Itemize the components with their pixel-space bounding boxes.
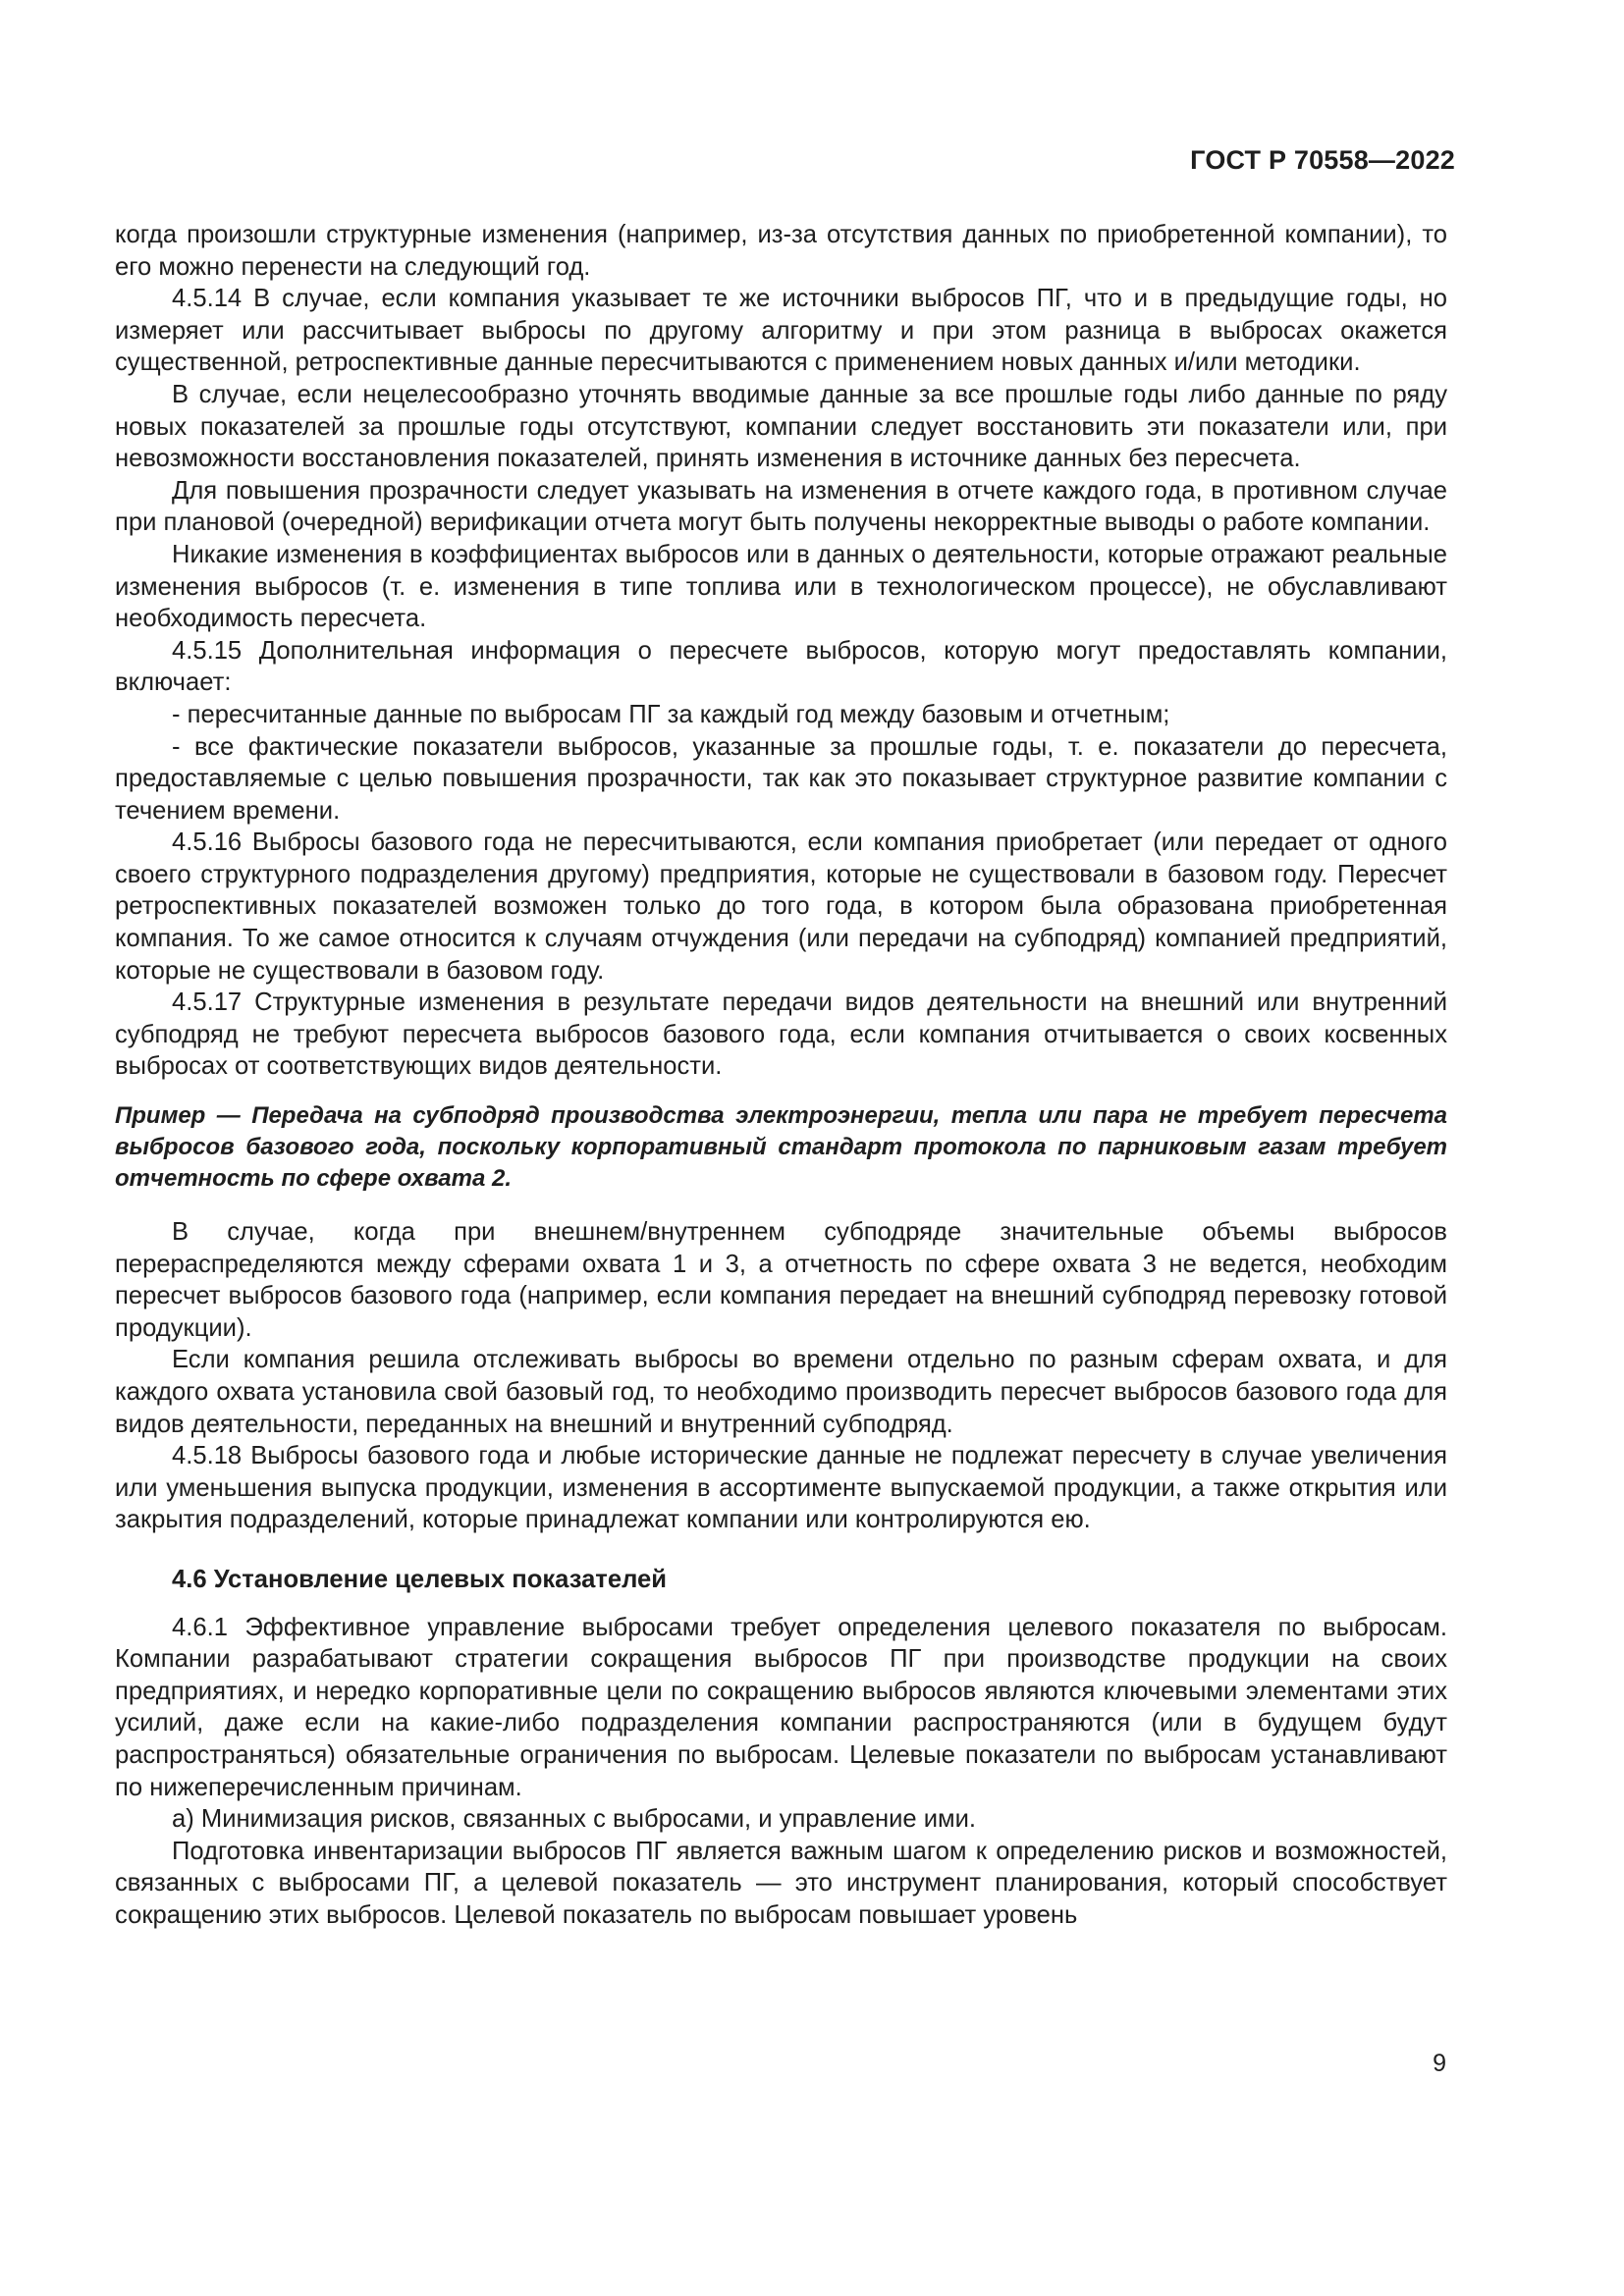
paragraph: 4.5.17 Структурные изменения в результате передачи видов деятельности на внешний или внутренний субподряд не требуют пересчета выбросов базового года, если компания отчитывается о своих косвенных выбросах от соответствующих видов деятельности. — [115, 988, 1447, 1081]
section-heading: 4.6 Установление целевых показателей — [172, 1565, 667, 1593]
paragraph: 4.5.18 Выбросы базового года и любые исторические данные не подлежат пересчету в случае увеличения или уменьшения выпуска продукции, изменения в ассортименте выпускаемой продукции, а также открытия или закрытия подразделений, которые принадлежат компании или контролируются ею. — [115, 1442, 1447, 1534]
paragraph: Подготовка инвентаризации выбросов ПГ является важным шагом к определению рисков и возможностей, связанных с выбросами ПГ, а целевой показатель — это инструмент планирования, который способствует сокращению этих выбросов. Целевой показатель по выбросам повышает уровень — [115, 1837, 1447, 1929]
document-header: ГОСТ Р 70558—2022 — [1190, 145, 1455, 175]
paragraph: В случае, когда при внешнем/внутреннем субподряде значительные объемы выбросов перераспределяются между сферами охвата 1 и 3, а отчетность по сфере охвата 3 не ведется, необходим пересчет выбросов базового года (например, если компания передает на внешний субподряд перевозку готовой продукции). — [115, 1218, 1447, 1342]
document-body — [115, 219, 1447, 1932]
example-note: Пример — Передача на субподряд производства электроэнергии, тепла или пара не требует пересчета выбросов базового года, поскольку корпоративный стандарт протокола по парниковым газам требует отчетность по сфере охвата 2. — [115, 1102, 1447, 1193]
paragraph: Для повышения прозрачности следует указывать на изменения в отчете каждого года, в противном случае при плановой (очередной) верификации отчета могут быть получены некорректные выводы о работе компании. — [115, 476, 1447, 537]
paragraph: Никакие изменения в коэффициентах выбросов или в данных о деятельности, которые отражают реальные изменения выбросов (т. е. изменения в типе топлива или в технологическом процессе), не обуславливают необходимость пересчета. — [115, 540, 1447, 633]
paragraph: 4.6.1 Эффективное управление выбросами требует определения целевого показателя по выбросам. Компании разрабатывают стратегии сокращения выбросов ПГ при производстве продукции на своих предприятиях, и нередко корпоративные цели по сокращению выбросов являются ключевыми элементами этих усилий, даже если на какие-либо подразделения компании распространяются (или в будущем будут распространяться) обязательные ограничения по выбросам. Целевые показатели по выбросам устанавливают по нижеперечисленным причинам. — [115, 1613, 1447, 1801]
paragraph: В случае, если нецелесообразно уточнять вводимые данные за все прошлые годы либо данные по ряду новых показателей за прошлые годы отсутствуют, компании следует восстановить эти показатели или, при невозможности восстановления показателей, принять изменения в источнике данных без пересчета. — [115, 380, 1447, 473]
paragraph: 4.5.16 Выбросы базового года не пересчитываются, если компания приобретает (или передает от одного своего структурного подразделения другому) предприятия, которые не существовали в базовом году. Пересчет ретроспективных показателей возможен только до того года, в котором была образована приобретенная компания. То же самое относится к случаям отчуждения (или передачи на субподряд) компанией предприятий, которые не существовали в базовом году. — [115, 828, 1447, 985]
paragraph: 4.5.14 В случае, если компания указывает те же источники выбросов ПГ, что и в предыдущие годы, но измеряет или рассчитывает выбросы по другому алгоритму и при этом разница в выбросах окажется существенной, ретроспективные данные пересчитываются с применением новых данных и/или методики. — [115, 285, 1447, 377]
paragraph: когда произошли структурные изменения (например, из-за отсутствия данных по приобретенной компании), то его можно перенести на следующий год. — [115, 221, 1447, 281]
page-number: 9 — [1433, 2050, 1446, 2077]
paragraph: Если компания решила отслеживать выбросы во времени отдельно по разным сферам охвата, и для каждого охвата установила свой базовый год, то необходимо производить пересчет выбросов базового года для видов деятельности, переданных на внешний и внутренний субподряд. — [115, 1346, 1447, 1438]
paragraph: 4.5.15 Дополнительная информация о пересчете выбросов, которую могут предоставлять компании, включает: — [115, 636, 1447, 697]
list-item: - пересчитанные данные по выбросам ПГ за каждый год между базовым и отчетным; — [172, 700, 1170, 728]
list-item: а) Минимизация рисков, связанных с выбросами, и управление ими. — [172, 1805, 977, 1834]
list-item: - все фактические показатели выбросов, указанные за прошлые годы, т. е. показатели до пересчета, предоставляемые с целью повышения прозрачности, так как это показывает структурное развитие компании с течением времени. — [115, 732, 1447, 825]
